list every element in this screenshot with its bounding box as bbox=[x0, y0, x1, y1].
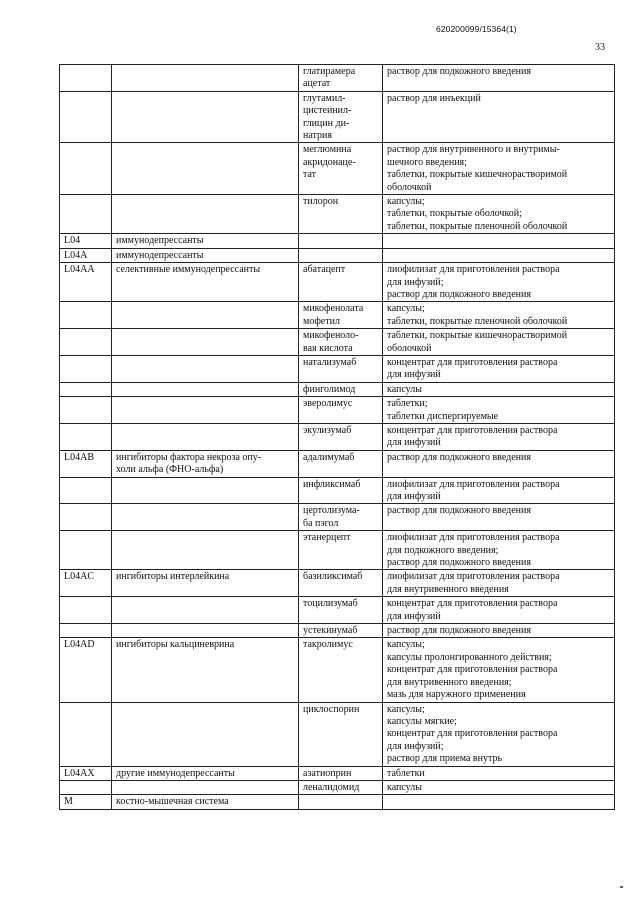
table-row bbox=[60, 638, 615, 702]
dosage-form-cell bbox=[383, 382, 615, 396]
dosage-form-line: мазь для наружного применения bbox=[387, 689, 526, 701]
atc-group-cell bbox=[112, 450, 299, 477]
atc-code-cell bbox=[60, 248, 112, 262]
drug-name-cell bbox=[299, 355, 383, 382]
drug-name-cell bbox=[299, 638, 383, 702]
drug-name-line: адалимумаб bbox=[303, 451, 355, 463]
dosage-form-line: раствор для инъекций bbox=[387, 92, 481, 104]
dosage-form-line: для внутривенного введения; bbox=[387, 676, 512, 688]
table-row bbox=[60, 91, 615, 143]
dosage-form-line: капсулы; bbox=[387, 303, 425, 315]
dosage-form-line: концентрат для приготовления раствора bbox=[387, 356, 558, 368]
drug-name-cell bbox=[299, 143, 383, 195]
atc-group-name: ингибиторы кальциневрина bbox=[116, 639, 235, 651]
atc-code-cell bbox=[60, 450, 112, 477]
dosage-form-cell bbox=[383, 624, 615, 638]
drug-table bbox=[59, 64, 615, 810]
drug-name-cell bbox=[299, 531, 383, 570]
atc-group-cell bbox=[112, 329, 299, 356]
drug-name-cell bbox=[299, 504, 383, 531]
drug-name-line: базиликсимаб bbox=[303, 571, 363, 583]
atc-code-cell bbox=[60, 263, 112, 302]
dosage-form-cell bbox=[383, 504, 615, 531]
atc-group-name: костно-мышечная система bbox=[116, 796, 229, 808]
drug-name-line: финголимод bbox=[303, 383, 356, 395]
drug-name-line: мофетил bbox=[303, 315, 340, 327]
dosage-form-cell bbox=[383, 234, 615, 248]
drug-name-cell bbox=[299, 795, 383, 809]
atc-code: L04AC bbox=[64, 571, 94, 583]
dosage-form-cell bbox=[383, 450, 615, 477]
dosage-form-line: для инфузий; bbox=[387, 740, 444, 752]
dosage-form-cell bbox=[383, 248, 615, 262]
dosage-form-line: лиофилизат для приготовления раствора bbox=[387, 532, 560, 544]
table-row bbox=[60, 248, 615, 262]
atc-code: L04 bbox=[64, 235, 81, 247]
dosage-form-cell bbox=[383, 531, 615, 570]
atc-code-cell bbox=[60, 302, 112, 329]
drug-name-line: такролимус bbox=[303, 639, 353, 651]
atc-group-cell bbox=[112, 780, 299, 794]
table-row bbox=[60, 766, 615, 780]
drug-name-line: тилорон bbox=[303, 196, 339, 208]
drug-name-cell bbox=[299, 766, 383, 780]
dosage-form-line: капсулы мягкие; bbox=[387, 715, 457, 727]
table-row bbox=[60, 597, 615, 624]
dosage-form-line: для внутривенного введения bbox=[387, 583, 509, 595]
drug-table-body bbox=[60, 65, 615, 810]
table-row bbox=[60, 423, 615, 450]
atc-group-name: ингибиторы интерлейкина bbox=[116, 571, 230, 583]
atc-group-cell bbox=[112, 504, 299, 531]
drug-name-line: азатиоприн bbox=[303, 767, 352, 779]
atc-group-cell bbox=[112, 195, 299, 234]
atc-group-cell bbox=[112, 302, 299, 329]
table-row bbox=[60, 234, 615, 248]
atc-group-cell bbox=[112, 531, 299, 570]
atc-code: L04AB bbox=[64, 451, 94, 463]
drug-name-cell bbox=[299, 234, 383, 248]
drug-name-line: цистеинил- bbox=[303, 105, 352, 117]
drug-name-line: микофеноло- bbox=[303, 330, 359, 342]
dosage-form-line: раствор для подкожного введения bbox=[387, 625, 531, 637]
drug-name-line: цертолизума- bbox=[303, 505, 360, 517]
atc-code-cell bbox=[60, 597, 112, 624]
dosage-form-line: концентрат для приготовления раствора bbox=[387, 664, 558, 676]
drug-name-line: натализумаб bbox=[303, 356, 357, 368]
dosage-form-line: раствор для внутривенного и внутримы- bbox=[387, 144, 560, 156]
dosage-form-line: раствор для подкожного введения bbox=[387, 288, 531, 300]
page-number: 33 bbox=[595, 42, 605, 53]
dosage-form-line: концентрат для приготовления раствора bbox=[387, 424, 558, 436]
dosage-form-line: раствор для подкожного введения bbox=[387, 505, 531, 517]
atc-code-cell bbox=[60, 531, 112, 570]
drug-name-line: микофенолата bbox=[303, 303, 364, 315]
atc-group-cell bbox=[112, 624, 299, 638]
dosage-form-cell bbox=[383, 329, 615, 356]
atc-group-cell bbox=[112, 766, 299, 780]
drug-name-cell bbox=[299, 423, 383, 450]
atc-group-cell bbox=[112, 477, 299, 504]
atc-group-cell bbox=[112, 263, 299, 302]
dosage-form-line: раствор для приема внутрь bbox=[387, 753, 503, 765]
atc-code-cell bbox=[60, 702, 112, 766]
atc-code-cell bbox=[60, 570, 112, 597]
drug-name-cell bbox=[299, 263, 383, 302]
atc-code-cell bbox=[60, 766, 112, 780]
drug-name-line: натрия bbox=[303, 130, 332, 142]
dosage-form-line: капсулы пролонгированного действия; bbox=[387, 651, 552, 663]
atc-code-cell bbox=[60, 195, 112, 234]
scan-mark bbox=[620, 886, 623, 888]
table-row bbox=[60, 397, 615, 424]
dosage-form-line: таблетки, покрытые пленочной оболочкой bbox=[387, 315, 568, 327]
drug-name-cell bbox=[299, 597, 383, 624]
dosage-form-cell bbox=[383, 638, 615, 702]
dosage-form-line: таблетки, покрытые оболочкой; bbox=[387, 208, 522, 220]
dosage-form-line: капсулы; bbox=[387, 639, 425, 651]
drug-name-cell bbox=[299, 450, 383, 477]
drug-name-line: тат bbox=[303, 169, 317, 181]
drug-name-line: инфликсимаб bbox=[303, 478, 361, 490]
document-number: 620200099/15364(1) bbox=[436, 24, 517, 34]
table-row bbox=[60, 450, 615, 477]
atc-group-cell bbox=[112, 355, 299, 382]
table-row bbox=[60, 780, 615, 794]
dosage-form-cell bbox=[383, 195, 615, 234]
dosage-form-line: раствор для подкожного введения bbox=[387, 451, 531, 463]
drug-name-cell bbox=[299, 65, 383, 92]
drug-name-cell bbox=[299, 91, 383, 143]
dosage-form-cell bbox=[383, 263, 615, 302]
table-row bbox=[60, 531, 615, 570]
atc-code: L04A bbox=[64, 249, 88, 261]
dosage-form-line: лиофилизат для приготовления раствора bbox=[387, 264, 560, 276]
dosage-form-cell bbox=[383, 91, 615, 143]
drug-name-line: глицин ди- bbox=[303, 117, 350, 129]
table-row bbox=[60, 624, 615, 638]
dosage-form-cell bbox=[383, 65, 615, 92]
dosage-form-line: шечного введения; bbox=[387, 156, 467, 168]
atc-code-cell bbox=[60, 780, 112, 794]
atc-code-cell bbox=[60, 624, 112, 638]
dosage-form-cell bbox=[383, 780, 615, 794]
drug-name-line: устекинумаб bbox=[303, 625, 358, 637]
dosage-form-cell bbox=[383, 423, 615, 450]
dosage-form-line: капсулы bbox=[387, 781, 422, 793]
dosage-form-line: таблетки диспергируемые bbox=[387, 410, 499, 422]
atc-group-cell bbox=[112, 638, 299, 702]
table-row bbox=[60, 195, 615, 234]
drug-name-cell bbox=[299, 397, 383, 424]
table-row bbox=[60, 355, 615, 382]
dosage-form-line: концентрат для приготовления раствора bbox=[387, 728, 558, 740]
atc-code: L04AX bbox=[64, 767, 95, 779]
dosage-form-cell bbox=[383, 477, 615, 504]
dosage-form-cell bbox=[383, 570, 615, 597]
drug-name-cell bbox=[299, 624, 383, 638]
drug-name-cell bbox=[299, 302, 383, 329]
table-row bbox=[60, 382, 615, 396]
drug-name-line: абатацепт bbox=[303, 264, 346, 276]
drug-name-cell bbox=[299, 477, 383, 504]
drug-name-cell bbox=[299, 570, 383, 597]
dosage-form-line: концентрат для приготовления раствора bbox=[387, 598, 558, 610]
dosage-form-line: лиофилизат для приготовления раствора bbox=[387, 571, 560, 583]
atc-group-cell bbox=[112, 423, 299, 450]
drug-name-cell bbox=[299, 195, 383, 234]
atc-code-cell bbox=[60, 795, 112, 809]
drug-name-line: глатирамера bbox=[303, 66, 356, 77]
atc-group-cell bbox=[112, 570, 299, 597]
drug-name-line: леналидомид bbox=[303, 781, 360, 793]
atc-code-cell bbox=[60, 143, 112, 195]
table-row bbox=[60, 329, 615, 356]
dosage-form-cell bbox=[383, 143, 615, 195]
table-row bbox=[60, 477, 615, 504]
drug-name-line: экулизумаб bbox=[303, 424, 352, 436]
atc-code-cell bbox=[60, 65, 112, 92]
atc-group-cell bbox=[112, 248, 299, 262]
dosage-form-line: для инфузий bbox=[387, 437, 441, 449]
drug-name-cell bbox=[299, 248, 383, 262]
table-row bbox=[60, 143, 615, 195]
atc-code: M bbox=[64, 796, 73, 808]
atc-group-cell bbox=[112, 702, 299, 766]
atc-group-name: иммунодепрессанты bbox=[116, 235, 204, 247]
dosage-form-line: таблетки; bbox=[387, 398, 428, 410]
atc-group-cell bbox=[112, 597, 299, 624]
drug-name-line: глутамил- bbox=[303, 92, 346, 104]
atc-code-cell bbox=[60, 355, 112, 382]
dosage-form-line: для инфузий bbox=[387, 610, 441, 622]
drug-name-cell bbox=[299, 329, 383, 356]
atc-code-cell bbox=[60, 423, 112, 450]
atc-group-name: иммунодепрессанты bbox=[116, 249, 204, 261]
drug-name-cell bbox=[299, 382, 383, 396]
dosage-form-cell bbox=[383, 597, 615, 624]
dosage-form-line: для инфузий bbox=[387, 491, 441, 502]
dosage-form-line: таблетки, покрытые кишечнорастворимой bbox=[387, 169, 568, 181]
dosage-form-line: капсулы bbox=[387, 383, 422, 395]
table-row bbox=[60, 65, 615, 92]
atc-group-cell bbox=[112, 234, 299, 248]
drug-name-line: эверолимус bbox=[303, 398, 353, 410]
dosage-form-line: лиофилизат для приготовления раствора bbox=[387, 478, 560, 490]
dosage-form-cell bbox=[383, 702, 615, 766]
table-row bbox=[60, 795, 615, 809]
drug-name-line: меглюмина bbox=[303, 144, 352, 156]
atc-code-cell bbox=[60, 91, 112, 143]
dosage-form-line: оболочкой bbox=[387, 181, 432, 193]
table-row bbox=[60, 702, 615, 766]
dosage-form-cell bbox=[383, 766, 615, 780]
dosage-form-line: для инфузий; bbox=[387, 276, 444, 288]
dosage-form-line: для инфузий bbox=[387, 369, 441, 381]
dosage-form-cell bbox=[383, 397, 615, 424]
atc-code-cell bbox=[60, 397, 112, 424]
atc-group-name: ингибиторы фактора некроза опу- холи альфа (ФНО-альфа) bbox=[116, 451, 262, 476]
atc-group-cell bbox=[112, 382, 299, 396]
dosage-form-line: для подкожного введения; bbox=[387, 544, 499, 556]
table-row bbox=[60, 570, 615, 597]
drug-name-line: вая кислота bbox=[303, 342, 353, 354]
atc-group-cell bbox=[112, 91, 299, 143]
dosage-form-cell bbox=[383, 795, 615, 809]
atc-group-cell bbox=[112, 795, 299, 809]
dosage-form-line: раствор для подкожного введения bbox=[387, 66, 531, 77]
dosage-form-cell bbox=[383, 355, 615, 382]
atc-group-cell bbox=[112, 65, 299, 92]
drug-name-line: этанерцепт bbox=[303, 532, 351, 544]
drug-name-line: циклоспорин bbox=[303, 703, 360, 715]
atc-code: L04AD bbox=[64, 639, 95, 651]
table-row bbox=[60, 263, 615, 302]
drug-name-line: ба пэгол bbox=[303, 517, 339, 529]
atc-code: L04AA bbox=[64, 264, 95, 276]
drug-name-line: тоцилизумаб bbox=[303, 598, 358, 610]
atc-group-name: селективные иммунодепрессанты bbox=[116, 264, 261, 276]
table-row bbox=[60, 504, 615, 531]
drug-name-line: ацетат bbox=[303, 78, 331, 90]
atc-group-cell bbox=[112, 143, 299, 195]
atc-group-name: другие иммунодепрессанты bbox=[116, 767, 235, 779]
dosage-form-line: раствор для подкожного введения bbox=[387, 557, 531, 569]
atc-code-cell bbox=[60, 477, 112, 504]
dosage-form-line: таблетки bbox=[387, 767, 425, 779]
drug-name-cell bbox=[299, 780, 383, 794]
dosage-form-cell bbox=[383, 302, 615, 329]
dosage-form-line: капсулы; bbox=[387, 703, 425, 715]
table-row bbox=[60, 302, 615, 329]
dosage-form-line: таблетки, покрытые кишечнорастворимой bbox=[387, 330, 568, 342]
dosage-form-line: таблетки, покрытые пленочной оболочкой bbox=[387, 220, 568, 232]
atc-code-cell bbox=[60, 638, 112, 702]
dosage-form-line: оболочкой bbox=[387, 342, 432, 354]
dosage-form-line: капсулы; bbox=[387, 196, 425, 208]
atc-code-cell bbox=[60, 382, 112, 396]
atc-code-cell bbox=[60, 329, 112, 356]
atc-code-cell bbox=[60, 234, 112, 248]
drug-name-line: акридонаце- bbox=[303, 156, 356, 168]
atc-group-cell bbox=[112, 397, 299, 424]
drug-name-cell bbox=[299, 702, 383, 766]
atc-code-cell bbox=[60, 504, 112, 531]
